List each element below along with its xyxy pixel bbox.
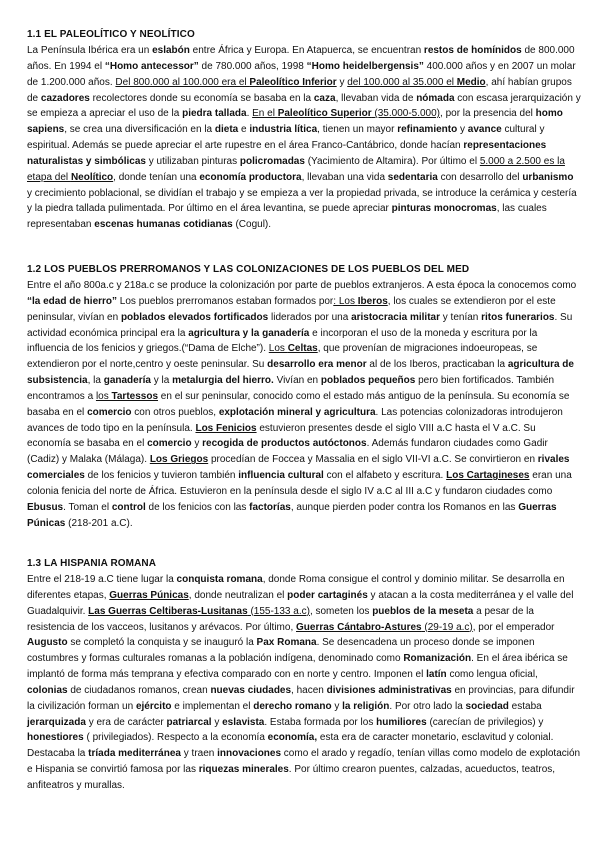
text-run: . [246, 108, 253, 120]
emphasis: pinturas monocromas [391, 203, 497, 215]
text-run: y traen [180, 748, 218, 760]
section-title: 1.2 LOS PUEBLOS PRERROMANOS Y LAS COLONIZACIONES DE LOS PUEBLOS DEL MED [27, 264, 470, 275]
text-run: Neolítico [70, 171, 114, 183]
emphasis: Augusto [27, 637, 68, 649]
text-run: y [331, 700, 343, 712]
emphasis: : Los [333, 295, 358, 307]
emphasis: representaciones naturalistas y simbólicas [27, 140, 547, 167]
emphasis [446, 470, 529, 481]
text-run: Entre el año 800a.c y 218a.c se produce la colonización por parte de pueblos extranjeros. A esta época la conocemos como [27, 280, 577, 291]
text-run: Los Cartagineses [446, 470, 530, 482]
emphasis: del 100.000 al 35.000 el [347, 76, 457, 88]
text-run: Tartessos [111, 390, 159, 402]
emphasis: Romanización [403, 653, 472, 665]
text-run: en provincias, para difundir la civilización forman un [27, 684, 575, 712]
section-hispania-romana [27, 556, 581, 794]
text-run: (218-201 a.C). [65, 517, 133, 529]
text-run: y atacan a la costa mediterránea y el valle del Guadalquivir. [27, 589, 574, 617]
emphasis [296, 622, 422, 633]
text-run: , los cuales se extendieron por el este peninsular, vivían en [27, 295, 556, 323]
section-body [27, 43, 581, 233]
section-paleolitico [27, 27, 581, 233]
text-run: y utilizaban pinturas [145, 155, 240, 167]
emphasis: latín [426, 669, 447, 681]
emphasis [71, 172, 113, 183]
emphasis: metalurgia del hierro. [172, 375, 274, 387]
emphasis: la religión [342, 700, 390, 712]
text-run: Los Fenicios [195, 422, 257, 434]
emphasis: pueblos de la meseta [372, 605, 474, 617]
emphasis: (35.000-5.000) [371, 108, 441, 120]
section-title: 1.3 LA HISPANIA ROMANA [27, 558, 157, 569]
text-run: , donde tenían una [113, 171, 200, 183]
text-run: , se crea una diversificación en la [64, 124, 215, 136]
text-run: Paleolítico Inferior [249, 76, 337, 88]
text-run: y era de carácter [85, 716, 167, 728]
text-run: , aunque pierden poder contra los Romanos en las [290, 501, 519, 513]
text-run: y la [150, 375, 173, 387]
text-run: Iberos [357, 295, 388, 307]
emphasis: 5.000 a 2.500 es la etapa del [27, 155, 565, 183]
emphasis: colonias [27, 684, 68, 696]
emphasis: Pax Romana [256, 637, 317, 649]
emphasis: tríada mediterránea [88, 748, 181, 760]
emphasis: economía, [267, 732, 318, 744]
emphasis: caza [313, 92, 336, 104]
text-run: , hacen [291, 684, 327, 696]
text-run: se completó la conquista y se inauguró la [67, 637, 257, 649]
emphasis [150, 454, 208, 465]
emphasis: humiliores [376, 716, 427, 728]
text-run: recolectores donde su economía se basaba en la [89, 92, 314, 104]
text-run: , someten los [309, 605, 373, 617]
emphasis: industria lítica [249, 124, 318, 136]
text-run: y [191, 438, 203, 450]
section-body [27, 278, 581, 532]
text-run: . Las potencias colonizadoras introdujeron avances de todo tipo en la península. [27, 406, 563, 434]
section-pueblos-prerromanos [27, 262, 581, 532]
emphasis: Ebusus [27, 501, 64, 513]
emphasis: “Homo heidelbergensis” [306, 60, 424, 72]
text-run: Guerras Púnicas [109, 589, 189, 601]
emphasis: ejército [135, 700, 172, 712]
emphasis: dieta [214, 124, 239, 136]
text-run: Los pueblos prerromanos estaban formados por [117, 295, 334, 307]
emphasis: factorías [249, 501, 291, 513]
emphasis: (155-133 a.c) [247, 605, 310, 617]
text-run: a pesar de la resistencia de los vacceos, lusitanos y arévacos. Por último, [27, 605, 534, 633]
text-run: e incorporan el uso de la moneda y escritura por la influencia de los fenicios y griegos.(“Dama de Elche”). [27, 327, 538, 355]
emphasis [195, 423, 256, 434]
emphasis: divisiones administrativas [326, 684, 452, 696]
emphasis: refinamiento [397, 124, 458, 136]
emphasis: comercio [87, 406, 132, 418]
emphasis: avance [467, 124, 502, 136]
emphasis [288, 343, 318, 354]
emphasis [249, 77, 336, 88]
text-run: , las cuales representaban [27, 203, 547, 231]
emphasis: cazadores [40, 92, 90, 104]
emphasis: urbanismo [522, 171, 574, 183]
text-run: . Se desencadena un proceso donde se imponen costumbres y formas culturales romanas a la población indígena, denominado como [27, 637, 535, 665]
emphasis: eslabón [152, 45, 190, 56]
text-run: , llevaban una vida [301, 171, 388, 183]
text-run: como el arado y regadío, tenían villas como modelo de explotación e Hispania se convirtió famosa por las [27, 748, 581, 776]
emphasis: los [95, 390, 112, 402]
text-run: . Además fundaron ciudades como Gadir (Cadiz) y Malaka (Málaga). [27, 438, 548, 466]
emphasis [88, 606, 248, 617]
emphasis: piedra tallada [182, 108, 247, 120]
text-run: en el sur peninsular, conocido como el estado más antiguo de la península. Su economía se basaba en el [27, 390, 570, 418]
emphasis: honestiores [27, 732, 84, 744]
text-run: y [457, 124, 468, 136]
text-run: pero bien fortificados. También encontramos a [27, 375, 555, 402]
text-run: (carecían de privilegios) y [426, 716, 544, 728]
emphasis: Guerras Púnicas [27, 501, 557, 529]
emphasis: escenas humanas cotidianas [94, 219, 233, 231]
text-run: 400.000 años y en 2007 un molar de 1.200.000 años. [27, 60, 576, 88]
text-run: liderados por una [268, 311, 352, 323]
text-run: , tienen un mayor [317, 124, 398, 136]
text-run: . Su actividad económica principal era la [27, 311, 573, 339]
emphasis: conquista romana [176, 574, 263, 585]
emphasis: Los [268, 343, 288, 355]
emphasis: influencia cultural [238, 470, 324, 482]
emphasis: economía productora [199, 171, 302, 183]
emphasis [109, 590, 188, 601]
text-run: . Toman el [63, 501, 112, 513]
text-run: , que provenían de migraciones indoeuropeas, se extendieron por el norte,centro y oeste peninsular. Su [27, 343, 538, 371]
text-run: de 800.000 años. En 1994 el [27, 45, 575, 72]
emphasis: comercio [147, 438, 192, 450]
emphasis: patriarcal [166, 716, 212, 728]
text-run: Guerras Cántabro-Astures [296, 621, 422, 633]
text-run: eran una colonia fenicia del norte de África. Estuvieron en la península desde el siglo IV a.C al III a.C y fundaron ciudades como [27, 470, 572, 497]
emphasis: sedentaria [387, 171, 438, 183]
text-run: Medio [456, 76, 486, 88]
emphasis: “Homo antecessor” [104, 60, 199, 72]
text-run: Vivían en [273, 375, 321, 387]
text-run: Celtas [287, 343, 318, 355]
emphasis: jerarquizada [27, 716, 86, 728]
text-run: estuvieron presentes desde el siglo VIII a.C hasta el V a.C. Su economía se basaba en el [27, 422, 536, 450]
text-run: con el alfabeto y escritura. [323, 470, 447, 482]
emphasis: poblados elevados fortificados [120, 311, 269, 323]
text-run: como lengua oficial, [446, 669, 538, 681]
text-run: Las Guerras Celtiberas-Lusitanas [88, 605, 248, 617]
text-run: (Yacimiento de Altamira). Por último el [304, 155, 480, 167]
text-run: de 780.000 años, 1998 [198, 60, 307, 72]
text-run: de ciudadanos romanos, crean [67, 684, 211, 696]
emphasis: explotación mineral y agricultura [218, 406, 376, 418]
emphasis: derecho romano [253, 700, 332, 712]
text-run: , la [87, 375, 104, 387]
emphasis: ritos funerarios [481, 311, 555, 323]
emphasis: riquezas minerales [198, 764, 289, 776]
emphasis: restos de homínidos [423, 45, 522, 56]
emphasis: recogida de productos autóctonos [202, 438, 367, 450]
emphasis: innovaciones [217, 748, 282, 760]
emphasis [112, 391, 159, 402]
text-run: estaba [508, 700, 542, 712]
emphasis: sociedad [465, 700, 509, 712]
emphasis: control [111, 501, 146, 513]
text-run: procedían de Foccea y Massalia en el siglo VII-VI a.C. Se convirtieron en [208, 454, 538, 466]
text-run: e [238, 124, 250, 136]
text-run: de los fenicios con las [145, 501, 250, 513]
emphasis: policromadas [239, 155, 305, 167]
emphasis: poblados pequeños [320, 375, 416, 387]
emphasis: poder cartaginés [287, 589, 368, 601]
emphasis: homo sapiens [27, 108, 563, 136]
text-run: . Por último crearon puentes, calzadas, acueductos, teatros, anfiteatros y murallas. [27, 764, 556, 791]
text-run: y [336, 76, 348, 88]
emphasis: “la edad de hierro” [27, 295, 118, 307]
text-run: entre África y Europa. En Atapuerca, se encuentran [189, 45, 424, 56]
text-run: , llevaban vida de [335, 92, 417, 104]
text-run: , por el emperador [472, 621, 555, 633]
emphasis: En el [252, 108, 278, 120]
text-run: con desarrollo del [437, 171, 523, 183]
text-run: , donde neutralizan el [188, 589, 288, 601]
emphasis: Del 800.000 al 100.000 era el [115, 76, 250, 88]
text-run: , por la presencia del [440, 108, 536, 120]
text-run: Paleolítico Superior [277, 108, 372, 120]
emphasis: nuevas ciudades [210, 684, 292, 696]
text-run: y crecimiento poblacional, se dividían el trabajo y se empieza a ver la propiedad privada, se introduce la cerámica y cestería y la piedra tallada pulimentada. Por último en el área levantina, se puede apreciar [27, 187, 577, 215]
text-run: con escasa jerarquización y se empieza a apreciar el uso de la [27, 92, 581, 120]
emphasis: eslavista [222, 716, 265, 728]
text-run: de los fenicios y tuvieron también [84, 470, 239, 482]
emphasis: agricultura de subsistencia [27, 359, 574, 387]
emphasis [457, 77, 486, 88]
text-run: . Estaba formada por los [264, 716, 377, 728]
text-run: Los Griegos [149, 454, 209, 466]
text-run: esta era de caracter monetario, esclavitud y colonial. Destacaba la [27, 732, 554, 760]
emphasis: aristocracia militar [351, 311, 440, 323]
text-run: e implementan el [171, 700, 254, 712]
emphasis: desarrollo era menor [267, 359, 367, 371]
text-run: La Península Ibérica era un [27, 45, 153, 56]
emphasis: rivales comerciales [27, 454, 570, 482]
emphasis: (29-19 a.c) [421, 621, 473, 633]
section-body [27, 572, 581, 794]
text-run: cultural y espiritual. Además se puede apreciar el arte rupestre en el área Franco-Cantábrico, donde hacían [27, 124, 545, 152]
text-run: y tenían [440, 311, 482, 323]
text-run: Entre el 218-19 a.C tiene lugar la [27, 574, 177, 585]
text-run: . En el área ibérica se implantó de forma más temprana y efectiva comparado con en norte y centro. Imponen el [27, 653, 568, 681]
section-title: 1.1 EL PALEOLÍTICO Y NEOLÍTICO [27, 29, 195, 40]
text-run: y [211, 716, 223, 728]
text-run: . Por otro lado la [389, 700, 466, 712]
text-run: ( privilegiados). Respecto a la economía [83, 732, 268, 744]
emphasis: nómada [416, 92, 455, 104]
emphasis: ganadería [103, 375, 151, 387]
emphasis: agricultura y la ganadería [188, 327, 310, 339]
text-run: (Cogul). [232, 219, 272, 231]
text-run: con otros pueblos, [131, 406, 219, 418]
text-run: al de los Iberos, practicaban la [366, 359, 508, 371]
emphasis [358, 296, 388, 307]
emphasis [278, 108, 372, 119]
text-run: , donde Roma consigue el control y dominio militar. Se desarrolla en diferentes etapas, [27, 574, 565, 601]
text-run: , ahí habían grupos de [27, 76, 572, 104]
